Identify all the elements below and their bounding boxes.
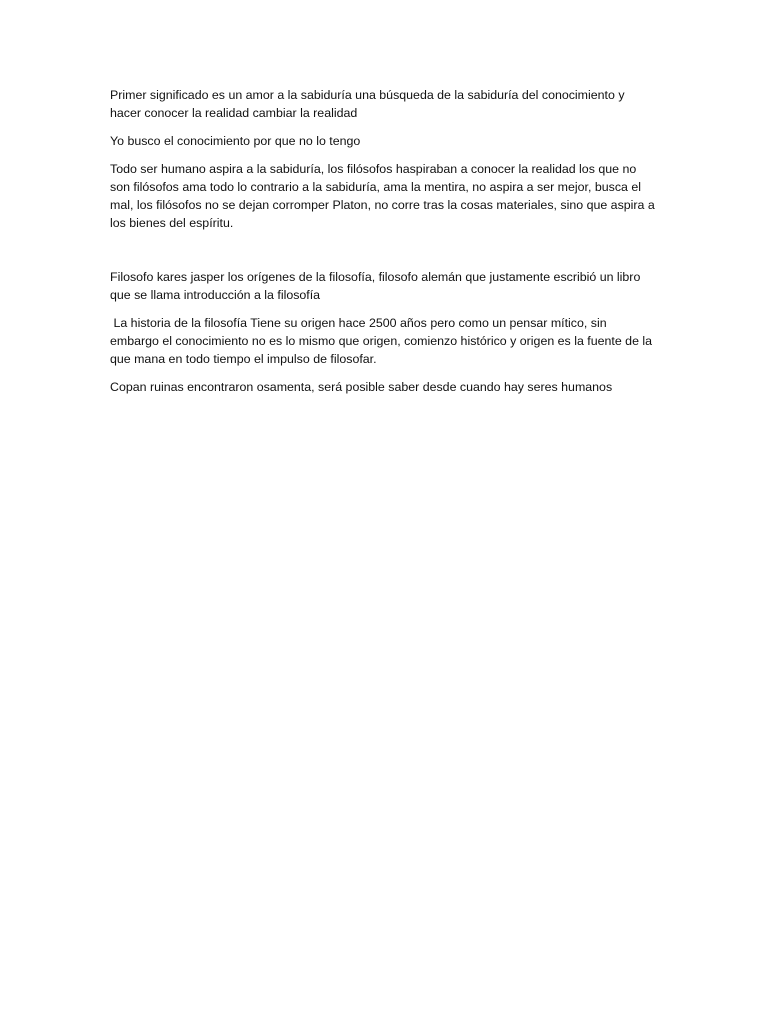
paragraph-2: Yo busco el conocimiento por que no lo tengo bbox=[110, 134, 361, 148]
document-body bbox=[110, 86, 658, 406]
paragraph-3: Todo ser humano aspira a la sabiduría, los filósofos haspiraban a conocer la realidad los que no son filósofos ama todo lo contrario a la sabiduría, ama la mentira, no aspira a ser mejor, busca el mal, los filósofos no se dejan corromper Platon, no corre tras la cosas materiales, sino que aspira a los bienes del espíritu. bbox=[110, 162, 659, 230]
paragraph-spacer bbox=[110, 242, 658, 268]
paragraph-4: Filosofo kares jasper los orígenes de la filosofía, filosofo alemán que justamente escribió un libro que se llama introducción a la filosofía bbox=[110, 270, 644, 302]
paragraph-5: La historia de la filosofía Tiene su origen hace 2500 años pero como un pensar mítico, sin embargo el conocimiento no es lo mismo que origen, comienzo histórico y origen es la fuente de la que mana en todo tiempo el impulso de filosofar. bbox=[110, 316, 656, 366]
paragraph-6: Copan ruinas encontraron osamenta, será posible saber desde cuando hay seres humanos bbox=[110, 380, 613, 394]
paragraph-1: Primer significado es un amor a la sabiduría una búsqueda de la sabiduría del conocimiento y hacer conocer la realidad cambiar la realidad bbox=[110, 88, 628, 120]
